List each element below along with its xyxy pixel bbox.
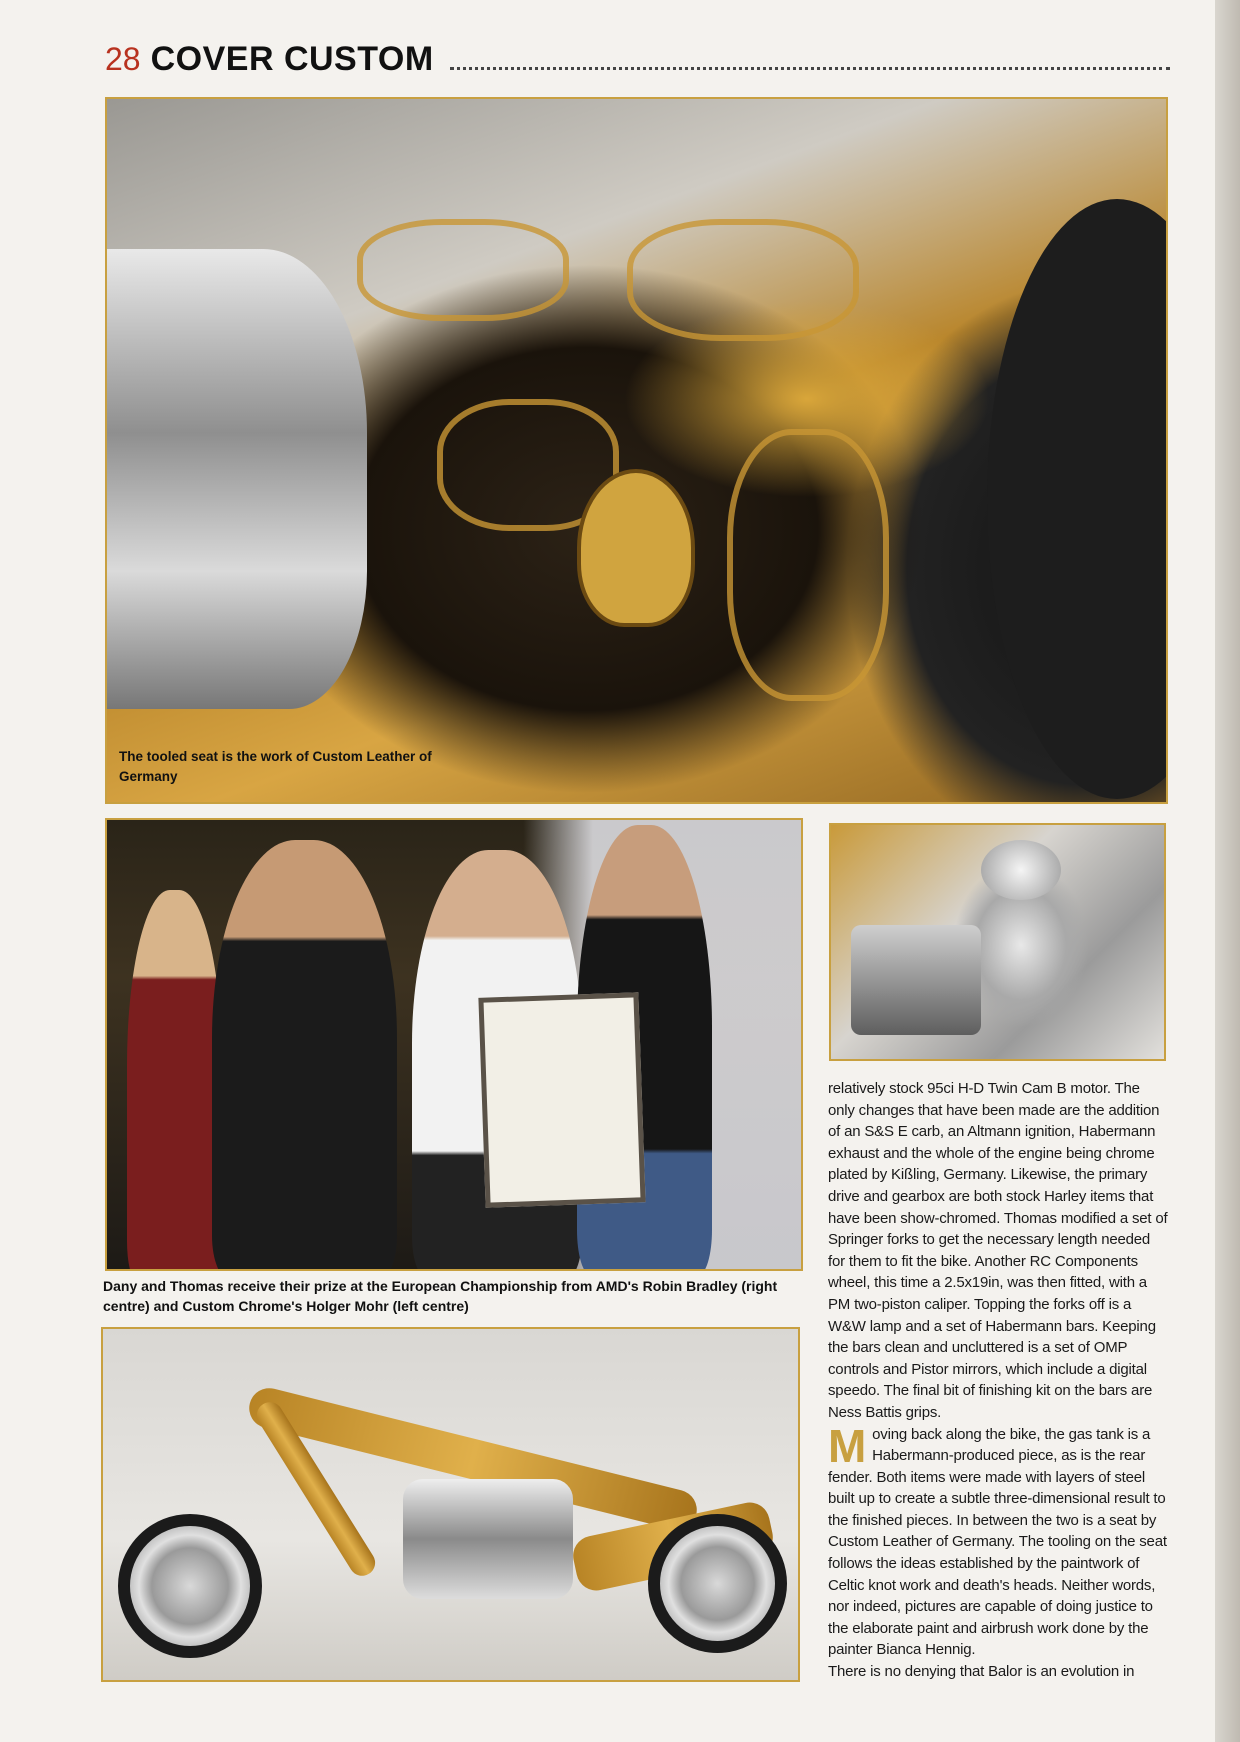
engine bbox=[403, 1479, 573, 1599]
article-paragraph-text: oving back along the bike, the gas tank is a Habermann-produced piece, as is the rear fender. Both items were made with layers of steel built up to create a subtle three-dimensional result to the finished pieces. In between the two is a seat by Custom Leather of Germany. The tooling on the seat follows the ideas established by the paintwork of Celtic knot work and death's heads. Neither words, nor indeed, pictures are capable of doing justice to the elaborate paint and airbrush work done by the painter Bianca Hennig. bbox=[828, 1425, 1167, 1659]
page-number: 28 bbox=[105, 41, 141, 77]
person-holger-mohr bbox=[212, 840, 397, 1271]
rear-tire bbox=[987, 199, 1168, 799]
section-title: COVER CUSTOM bbox=[150, 40, 434, 78]
dropcap-letter: M bbox=[828, 1419, 867, 1472]
article-paragraph: There is no denying that Balor is an evolution in bbox=[828, 1663, 1135, 1681]
celtic-knot-pattern bbox=[357, 219, 569, 321]
article-paragraph-dropcap bbox=[828, 1419, 1168, 1662]
full-bike-photo bbox=[101, 1327, 800, 1682]
air-cleaner bbox=[981, 840, 1061, 900]
engine-air-cleaner-photo bbox=[829, 823, 1166, 1061]
front-wheel bbox=[118, 1514, 262, 1658]
award-photo-caption: Dany and Thomas receive their prize at the European Championship from AMD's Robin Bradley (right centre) and Custom Chrome's Holger Mohr (left centre) bbox=[103, 1278, 778, 1314]
championship-certificate bbox=[478, 992, 645, 1207]
celtic-knot-pattern bbox=[727, 429, 889, 701]
celtic-knot-pattern bbox=[627, 219, 859, 341]
article-body bbox=[828, 1078, 1168, 1683]
skull-artwork bbox=[577, 469, 695, 627]
rear-wheel bbox=[648, 1514, 787, 1653]
person-dany bbox=[127, 890, 222, 1271]
gas-tank-photo bbox=[105, 97, 1168, 804]
award-ceremony-photo bbox=[105, 818, 803, 1271]
article-paragraph: relatively stock 95ci H-D Twin Cam B motor. The only changes that have been made are the addition of an S&S E carb, an Altmann ignition, Habermann exhaust and the whole of the engine being chrome plated by Kißling, Germany. Likewise, the primary drive and gearbox are both stock Harley items that have been show-chromed. Thomas modified a set of Springer forks to get the necessary length needed for them to fit the bike. Another RC Components wheel, this time a 2.5x19in, was then fitted, with a PM two-piston caliper. Topping the forks off is a W&W lamp and a set of Habermann bars. Keeping the bars clean and uncluttered is a set of OMP controls and Pistor mirrors, which include a digital speedo. The final bit of finishing kit on the bars are Ness Battis grips. bbox=[828, 1080, 1168, 1421]
header-dotted-rule bbox=[450, 47, 1170, 70]
engine-cylinder bbox=[851, 925, 981, 1035]
tank-photo-caption: The tooled seat is the work of Custom Leather of Germany bbox=[119, 749, 432, 784]
page-edge bbox=[1215, 0, 1240, 1742]
page-header bbox=[105, 40, 1170, 84]
chrome-engine-area bbox=[107, 249, 367, 709]
